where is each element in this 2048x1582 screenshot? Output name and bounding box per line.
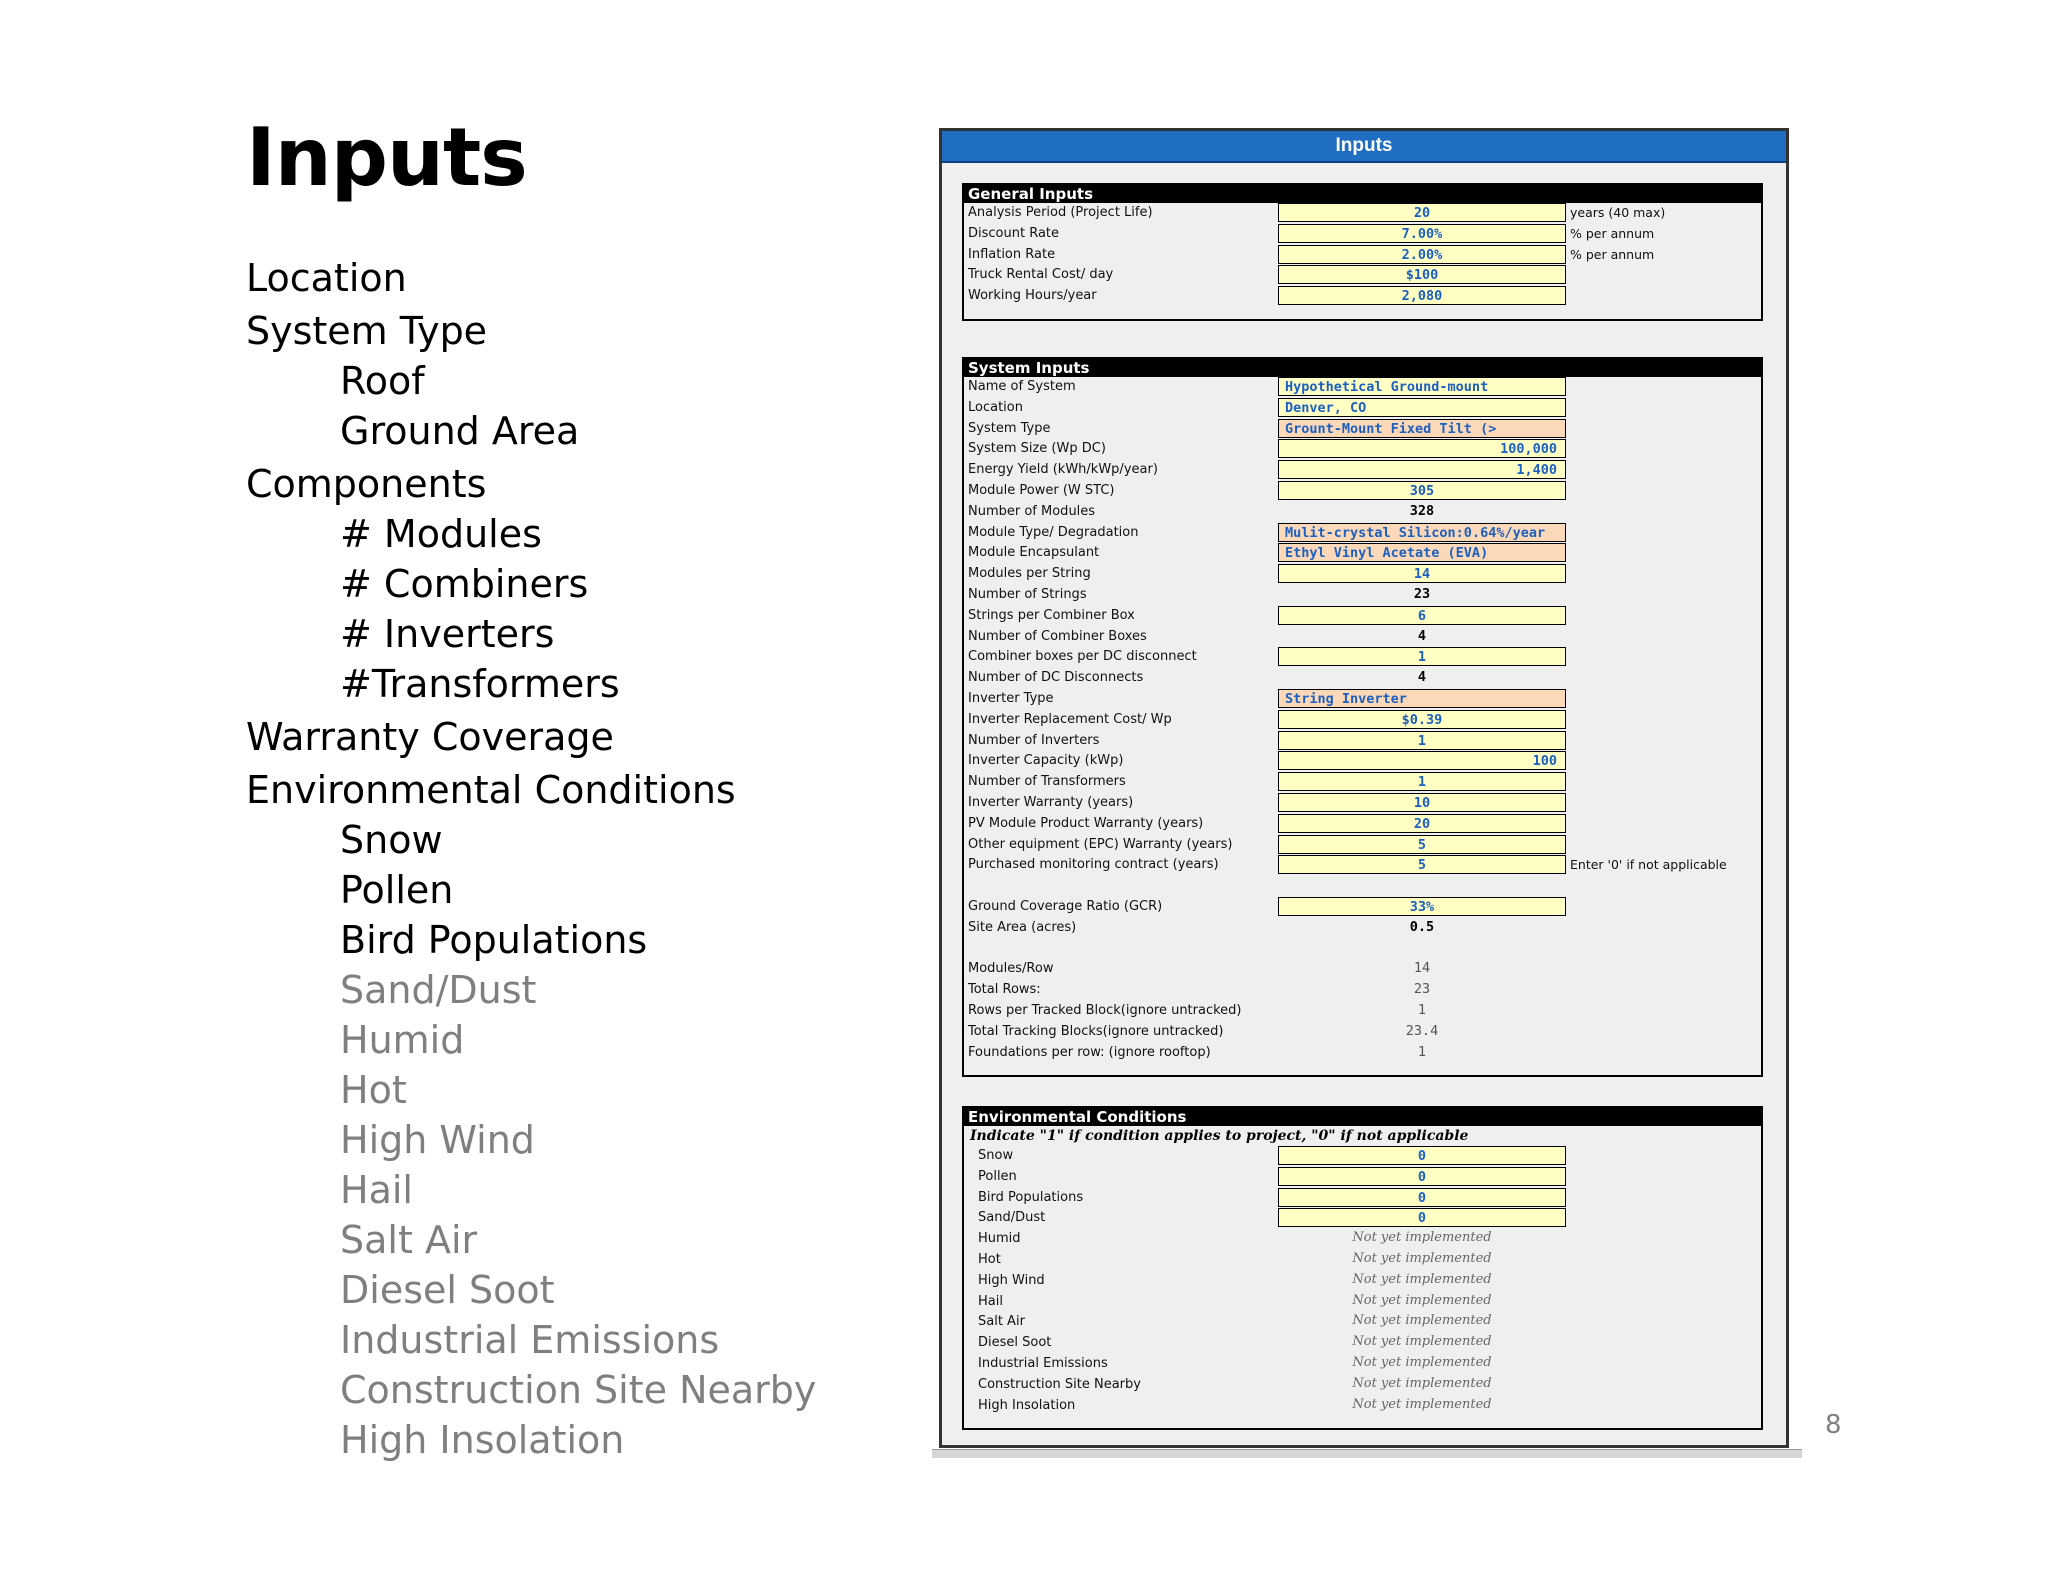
input-cell[interactable]: 5 (1278, 855, 1566, 874)
input-row (964, 502, 1761, 523)
row-label: Salt Air (978, 1314, 1025, 1330)
input-row (964, 1043, 1761, 1064)
value-cell: Not yet implemented (1352, 1292, 1492, 1308)
dropdown-cell[interactable]: Ethyl Vinyl Acetate (EVA) (1278, 543, 1566, 562)
slide-title: Inputs (246, 111, 527, 204)
input-row (964, 835, 1761, 856)
value-cell: 0.5 (1409, 918, 1435, 935)
input-row (964, 481, 1761, 502)
input-row (964, 1396, 1761, 1417)
row-label: Number of Strings (968, 586, 1087, 602)
input-row (964, 793, 1761, 814)
input-row (964, 1271, 1761, 1292)
input-cell[interactable]: 20 (1278, 203, 1566, 222)
row-label: Total Rows: (968, 982, 1041, 998)
input-row (964, 245, 1761, 266)
row-label: Sand/Dust (978, 1210, 1046, 1226)
value-cell: Not yet implemented (1352, 1396, 1492, 1412)
unit-label: Enter '0' if not applicable (1570, 857, 1727, 873)
value-cell: 4 (1417, 627, 1427, 644)
input-cell[interactable]: 2,080 (1278, 286, 1566, 305)
bullet-item: Location (246, 256, 407, 300)
input-row (964, 731, 1761, 752)
spacer-row (964, 939, 1761, 960)
input-row (964, 980, 1761, 1001)
unit-label: % per annum (1570, 246, 1655, 262)
input-cell[interactable]: 0 (1278, 1167, 1566, 1186)
row-label: High Wind (978, 1272, 1045, 1288)
input-cell[interactable]: 0 (1278, 1208, 1566, 1227)
input-row (964, 1001, 1761, 1022)
section-title: General Inputs (964, 185, 1761, 203)
bullet-item: Hot (340, 1068, 407, 1112)
dropdown-cell[interactable]: String Inverter (1278, 689, 1566, 708)
input-cell[interactable]: 305 (1278, 481, 1566, 500)
row-label: Humid (978, 1231, 1021, 1247)
input-cell[interactable]: Denver, CO (1278, 398, 1566, 417)
row-label: Number of Combiner Boxes (968, 628, 1147, 644)
spacer-row (964, 876, 1761, 897)
input-cell[interactable]: 0 (1278, 1188, 1566, 1207)
input-row (964, 897, 1761, 918)
input-cell[interactable]: 14 (1278, 564, 1566, 583)
row-label: Hot (978, 1251, 1001, 1267)
input-row (964, 1292, 1761, 1313)
row-label: Location (968, 399, 1023, 415)
environmental-conditions-section (962, 1106, 1763, 1430)
row-label: Number of Transformers (968, 774, 1126, 790)
unit-label: years (40 max) (1570, 205, 1666, 220)
bullet-item: Hail (340, 1168, 413, 1212)
system-inputs-section (962, 357, 1763, 1077)
input-row (964, 523, 1761, 544)
bullet-item: Warranty Coverage (246, 715, 614, 759)
input-row (964, 460, 1761, 481)
input-row (964, 419, 1761, 440)
input-row (964, 606, 1761, 627)
input-row (964, 772, 1761, 793)
input-row (964, 1375, 1761, 1396)
row-label: Number of DC Disconnects (968, 670, 1144, 686)
input-row (964, 1333, 1761, 1354)
bullet-item: Diesel Soot (340, 1268, 555, 1312)
input-row (964, 377, 1761, 398)
input-cell[interactable]: $100 (1278, 265, 1566, 284)
bullet-item: Environmental Conditions (246, 768, 736, 812)
bullet-item: # Modules (340, 512, 542, 556)
input-row (964, 918, 1761, 939)
bullet-list (246, 250, 816, 1465)
row-label: Total Tracking Blocks(ignore untracked) (968, 1023, 1224, 1039)
input-cell[interactable]: 5 (1278, 835, 1566, 854)
input-row (964, 1250, 1761, 1271)
bullet-item: System Type (246, 309, 488, 353)
input-cell[interactable]: 20 (1278, 814, 1566, 833)
value-cell: 14 (1413, 960, 1431, 977)
unit-label: % per annum (1570, 225, 1655, 241)
input-row (964, 265, 1761, 286)
row-label: Other equipment (EPC) Warranty (years) (968, 836, 1233, 852)
input-row (964, 203, 1761, 224)
bullet-item: #Transformers (340, 662, 620, 706)
value-cell: Not yet implemented (1352, 1271, 1492, 1287)
input-cell[interactable]: 1 (1278, 731, 1566, 750)
row-label: Rows per Tracked Block(ignore untracked) (968, 1002, 1242, 1018)
input-cell[interactable]: 100,000 (1278, 439, 1566, 458)
value-cell: Not yet implemented (1352, 1230, 1492, 1246)
row-label: Foundations per row: (ignore rooftop) (968, 1044, 1211, 1060)
value-cell: Not yet implemented (1352, 1250, 1492, 1266)
bullet-item: Construction Site Nearby (340, 1368, 817, 1412)
row-label: Number of Inverters (968, 732, 1100, 748)
value-cell: Not yet implemented (1352, 1334, 1492, 1350)
input-row (964, 224, 1761, 245)
row-label: Analysis Period (Project Life) (968, 205, 1153, 220)
bullet-item: # Inverters (340, 612, 555, 656)
row-label: Snow (978, 1148, 1014, 1163)
input-row (964, 1146, 1761, 1167)
page-number: 8 (1825, 1410, 1842, 1440)
input-row (964, 1022, 1761, 1043)
row-label: System Type (968, 420, 1051, 436)
input-row (964, 751, 1761, 772)
row-label: Inverter Capacity (kWp) (968, 753, 1124, 769)
row-label: Purchased monitoring contract (years) (968, 857, 1219, 873)
input-cell[interactable]: 1 (1278, 772, 1566, 791)
bullet-item: Sand/Dust (340, 968, 537, 1012)
input-row (964, 564, 1761, 585)
value-cell: 4 (1417, 669, 1427, 686)
input-cell[interactable]: 33% (1278, 897, 1566, 916)
section-title: Environmental Conditions (964, 1108, 1761, 1126)
row-label: Combiner boxes per DC disconnect (968, 649, 1197, 665)
input-row (964, 1354, 1761, 1375)
input-row (964, 1208, 1761, 1229)
spreadsheet-panel (939, 128, 1789, 1448)
input-row (964, 710, 1761, 731)
input-cell[interactable]: $0.39 (1278, 710, 1566, 729)
value-cell: Not yet implemented (1352, 1313, 1492, 1329)
row-label: Pollen (978, 1168, 1017, 1184)
input-row (964, 647, 1761, 668)
dropdown-cell[interactable]: Grount-Mount Fixed Tilt (> (1278, 419, 1566, 438)
bullet-item: Humid (340, 1018, 465, 1062)
input-row (964, 814, 1761, 835)
row-label: Diesel Soot (978, 1335, 1052, 1351)
row-label: Inverter Replacement Cost/ Wp (968, 711, 1172, 727)
input-row (964, 855, 1761, 876)
row-label: Inflation Rate (968, 246, 1056, 262)
bullet-item: High Wind (340, 1118, 535, 1162)
bullet-item: Ground Area (340, 409, 580, 453)
bullet-item: High Insolation (340, 1418, 625, 1462)
general-inputs-rows (964, 203, 1761, 319)
value-cell: Not yet implemented (1352, 1354, 1492, 1370)
value-cell: 23 (1413, 981, 1431, 998)
input-cell[interactable]: 1 (1278, 647, 1566, 666)
input-cell[interactable]: 2.00% (1278, 245, 1566, 264)
row-label: Number of Modules (968, 503, 1096, 519)
bullet-item: Roof (340, 359, 425, 403)
row-label: Inverter Type (968, 690, 1054, 706)
input-row (964, 1188, 1761, 1209)
row-label: Modules per String (968, 566, 1091, 582)
value-cell: 23.4 (1405, 1022, 1439, 1039)
input-cell[interactable]: 6 (1278, 606, 1566, 625)
input-cell[interactable]: 0 (1278, 1146, 1566, 1165)
input-row (964, 1167, 1761, 1188)
value-cell: 1 (1417, 1043, 1427, 1060)
row-label: Strings per Combiner Box (968, 607, 1135, 623)
input-cell[interactable]: 7.00% (1278, 224, 1566, 243)
sheet-header: Inputs (942, 131, 1786, 163)
value-cell: 1 (1417, 1001, 1427, 1018)
input-cell[interactable]: 100 (1278, 751, 1566, 770)
row-label: Site Area (acres) (968, 919, 1077, 935)
row-label: Modules/Row (968, 961, 1054, 977)
input-row (964, 1312, 1761, 1333)
row-label: Inverter Warranty (years) (968, 794, 1134, 810)
row-label: Construction Site Nearby (978, 1376, 1141, 1392)
bullet-item: Snow (340, 818, 443, 862)
env-instruction-note: Indicate "1" if condition applies to project, "0" if not applicable (970, 1128, 1469, 1144)
input-row (964, 439, 1761, 460)
row-label: Energy Yield (kWh/kWp/year) (968, 462, 1158, 478)
row-label: Industrial Emissions (978, 1355, 1108, 1371)
input-row (964, 959, 1761, 980)
input-row (964, 585, 1761, 606)
value-cell: 23 (1413, 585, 1431, 602)
value-cell: Not yet implemented (1352, 1375, 1492, 1391)
system-inputs-rows (964, 377, 1761, 1075)
row-label: Bird Populations (978, 1189, 1084, 1205)
row-label: PV Module Product Warranty (years) (968, 815, 1204, 831)
input-row (964, 627, 1761, 648)
input-row (964, 286, 1761, 307)
row-label: Module Type/ Degradation (968, 524, 1139, 540)
row-label: Hail (978, 1293, 1003, 1309)
section-title: System Inputs (964, 359, 1761, 377)
input-cell[interactable]: 10 (1278, 793, 1566, 812)
input-row (964, 668, 1761, 689)
value-cell: 328 (1409, 502, 1435, 519)
input-cell[interactable]: 1,400 (1278, 460, 1566, 479)
dropdown-cell[interactable]: Mulit-crystal Silicon:0.64%/year (1278, 523, 1566, 542)
input-row (964, 1229, 1761, 1250)
bullet-item: # Combiners (340, 562, 589, 606)
input-row (964, 543, 1761, 564)
bullet-item: Components (246, 462, 487, 506)
general-inputs-section (962, 183, 1763, 321)
row-label: Truck Rental Cost/ day (968, 267, 1114, 283)
environmental-conditions-rows (964, 1146, 1761, 1428)
row-label: Ground Coverage Ratio (GCR) (968, 898, 1163, 914)
sheet-scrollbar[interactable] (932, 1449, 1802, 1458)
bullet-item: Industrial Emissions (340, 1318, 720, 1362)
input-cell[interactable]: Hypothetical Ground-mount (1278, 377, 1566, 396)
row-label: High Insolation (978, 1397, 1076, 1413)
row-label: System Size (Wp DC) (968, 441, 1106, 457)
row-label: Name of System (968, 379, 1076, 394)
bullet-item: Pollen (340, 868, 454, 912)
row-label: Working Hours/year (968, 288, 1097, 304)
input-row (964, 398, 1761, 419)
row-label: Module Power (W STC) (968, 482, 1115, 498)
row-label: Module Encapsulant (968, 545, 1100, 561)
row-label: Discount Rate (968, 225, 1060, 241)
input-row (964, 689, 1761, 710)
bullet-item: Bird Populations (340, 918, 648, 962)
bullet-item: Salt Air (340, 1218, 478, 1262)
